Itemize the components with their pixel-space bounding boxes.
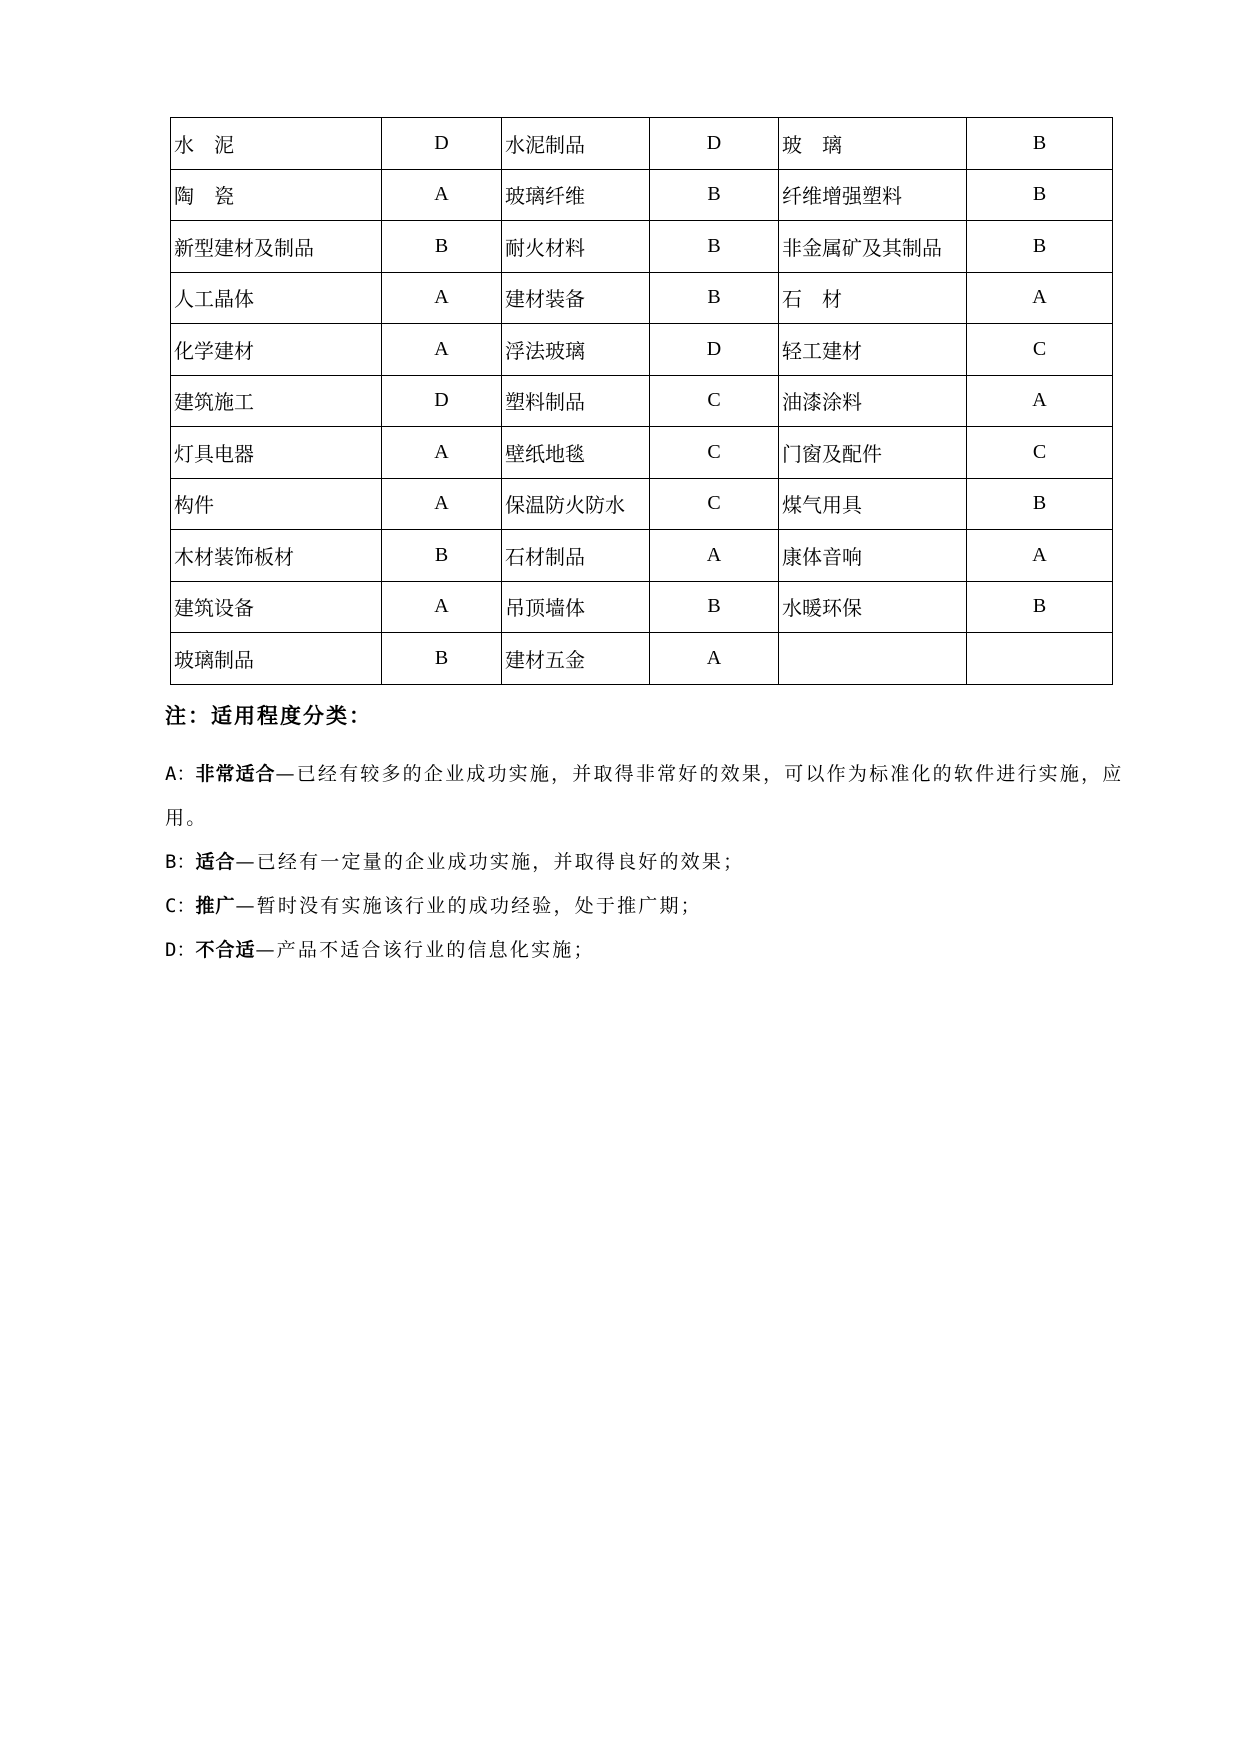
industry-name-cell: 煤气用具	[779, 478, 967, 530]
industry-name-cell: 门窗及配件	[779, 427, 967, 479]
industry-name-cell: 灯具电器	[171, 427, 382, 479]
table-row	[171, 581, 1113, 633]
industry-name-cell: 建筑设备	[171, 581, 382, 633]
suitability-grade-cell: A	[382, 324, 502, 376]
industry-name-cell: 吊顶墙体	[502, 581, 650, 633]
note-item	[165, 928, 1125, 972]
industry-name-cell: 耐火材料	[502, 221, 650, 273]
suitability-grade-cell: B	[650, 169, 779, 221]
note-description: —已经有一定量的企业成功实施，并取得良好的效果；	[235, 851, 745, 873]
table-body	[171, 118, 1113, 685]
industry-name-cell: 非金属矿及其制品	[779, 221, 967, 273]
suitability-grade-cell: B	[967, 478, 1113, 530]
industry-name-cell: 康体音响	[779, 530, 967, 582]
suitability-grade-cell: C	[967, 324, 1113, 376]
industry-suitability-table	[170, 117, 1113, 685]
suitability-grade-cell: A	[382, 272, 502, 324]
note-key: C：	[165, 895, 196, 917]
table-row	[171, 272, 1113, 324]
suitability-grade-cell: A	[967, 530, 1113, 582]
industry-name-cell: 化学建材	[171, 324, 382, 376]
industry-name-cell: 石 材	[779, 272, 967, 324]
industry-name-cell: 壁纸地毯	[502, 427, 650, 479]
industry-name-cell: 玻 璃	[779, 118, 967, 170]
table-row	[171, 221, 1113, 273]
suitability-grade-cell: B	[650, 221, 779, 273]
industry-name-cell: 水 泥	[171, 118, 382, 170]
table-row	[171, 427, 1113, 479]
industry-name-cell: 玻璃制品	[171, 633, 382, 685]
suitability-grade-cell: D	[382, 375, 502, 427]
note-term: 推广	[195, 895, 236, 917]
industry-name-cell: 陶 瓷	[171, 169, 382, 221]
note-item	[165, 840, 1125, 884]
table-row	[171, 530, 1113, 582]
suitability-grade-cell: B	[967, 118, 1113, 170]
note-description: —已经有较多的企业成功实施，并取得非常好的效果，可以作为标准化的软件进行实施，应用。	[165, 763, 1124, 829]
industry-name-cell: 新型建材及制品	[171, 221, 382, 273]
suitability-grade-cell: A	[382, 427, 502, 479]
suitability-grade-cell: D	[650, 118, 779, 170]
industry-name-cell: 纤维增强塑料	[779, 169, 967, 221]
suitability-grade-cell: A	[382, 478, 502, 530]
suitability-grade-cell: A	[382, 581, 502, 633]
suitability-grade-cell: C	[650, 427, 779, 479]
suitability-grade-cell: B	[967, 581, 1113, 633]
suitability-grade-cell: B	[967, 221, 1113, 273]
notes-title: 注：适用程度分类：	[165, 704, 372, 728]
industry-name-cell: 浮法玻璃	[502, 324, 650, 376]
note-term: 适合	[195, 851, 236, 873]
suitability-grade-cell: A	[650, 530, 779, 582]
suitability-grade-cell: A	[967, 272, 1113, 324]
suitability-grade-cell: D	[382, 118, 502, 170]
industry-name-cell: 水泥制品	[502, 118, 650, 170]
table-row	[171, 169, 1113, 221]
industry-name-cell: 石材制品	[502, 530, 650, 582]
note-item	[165, 884, 1125, 928]
note-description: —暂时没有实施该行业的成功经验，处于推广期；	[235, 895, 702, 917]
note-key: D：	[165, 939, 196, 961]
industry-name-cell	[779, 633, 967, 685]
suitability-grade-cell: A	[650, 633, 779, 685]
industry-name-cell: 塑料制品	[502, 375, 650, 427]
suitability-grade-cell: C	[650, 478, 779, 530]
note-item	[165, 752, 1125, 840]
table-row	[171, 375, 1113, 427]
table-row	[171, 118, 1113, 170]
table-row	[171, 633, 1113, 685]
suitability-grade-cell: A	[382, 169, 502, 221]
suitability-grade-cell: D	[650, 324, 779, 376]
note-description: —产品不适合该行业的信息化实施；	[255, 939, 595, 961]
industry-name-cell: 木材装饰板材	[171, 530, 382, 582]
industry-name-cell: 保温防火防水	[502, 478, 650, 530]
suitability-grade-cell: A	[967, 375, 1113, 427]
industry-name-cell: 建筑施工	[171, 375, 382, 427]
note-key: A：	[165, 763, 196, 785]
suitability-grade-cell: B	[382, 530, 502, 582]
suitability-grade-cell: B	[967, 169, 1113, 221]
industry-name-cell: 轻工建材	[779, 324, 967, 376]
note-key: B：	[165, 851, 196, 873]
suitability-grade-cell: B	[382, 633, 502, 685]
industry-name-cell: 油漆涂料	[779, 375, 967, 427]
suitability-notes	[165, 700, 1125, 972]
table-row	[171, 478, 1113, 530]
industry-name-cell: 建材装备	[502, 272, 650, 324]
notes-list	[165, 752, 1125, 972]
suitability-grade-cell: B	[650, 581, 779, 633]
industry-name-cell: 水暖环保	[779, 581, 967, 633]
industry-name-cell: 人工晶体	[171, 272, 382, 324]
suitability-grade-cell: C	[650, 375, 779, 427]
suitability-grade-cell: C	[967, 427, 1113, 479]
table-row	[171, 324, 1113, 376]
note-term: 非常适合	[195, 763, 276, 785]
industry-name-cell: 玻璃纤维	[502, 169, 650, 221]
suitability-grade-cell: B	[382, 221, 502, 273]
suitability-grade-cell	[967, 633, 1113, 685]
industry-name-cell: 构件	[171, 478, 382, 530]
industry-name-cell: 建材五金	[502, 633, 650, 685]
note-term: 不合适	[195, 939, 256, 961]
suitability-grade-cell: B	[650, 272, 779, 324]
